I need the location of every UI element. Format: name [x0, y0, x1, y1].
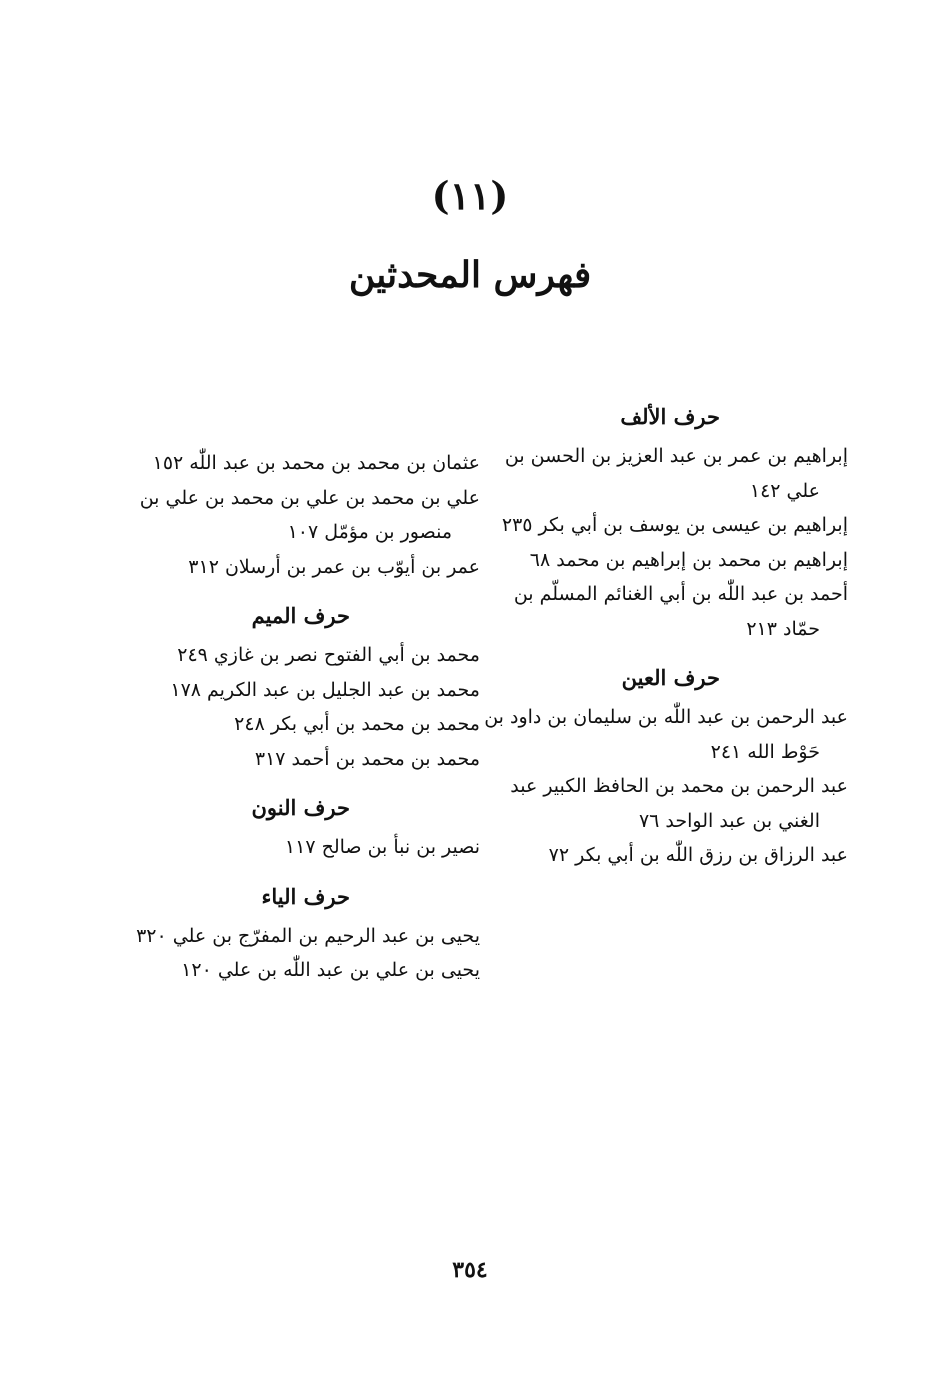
- index-entry: [105, 638, 480, 673]
- section-heading: حرف الياء: [261, 883, 350, 909]
- entry-line: يحيى بن عبد الرحيم بن المفرّج بن علي ٣٢٠: [136, 924, 480, 947]
- entry-line: إبراهيم بن عيسى بن يوسف بن أبي بكر ٢٣٥: [501, 514, 848, 536]
- chapter-number: (١١): [431, 173, 509, 218]
- entry-line: محمد بن محمد بن أبي بكر ٢٤٨: [234, 713, 480, 735]
- entry-line: أحمد بن عبد اللّٰه بن أبي الغنائم المسلّم بن: [513, 583, 848, 605]
- section-heading: حرف الميم: [251, 603, 350, 628]
- entry-line: عبد الرحمن بن محمد بن الحافظ الكبير عبد: [510, 775, 848, 797]
- entry-line: حمّاد ٢١٣: [746, 617, 820, 640]
- index-entry: [105, 550, 480, 585]
- entry-line: منصور بن مؤمّل ١٠٧: [287, 521, 452, 543]
- index-entry: [105, 953, 480, 988]
- entry-line: يحيى بن علي بن عبد اللّٰه بن علي ١٢٠: [181, 959, 480, 981]
- page-number: ٣٥٤: [452, 1257, 488, 1283]
- entry-line: نصير بن نبأ بن صالح ١١٧: [284, 836, 480, 858]
- index-entry: [105, 481, 480, 550]
- index-entry: [478, 508, 848, 543]
- index-entry: [478, 769, 848, 838]
- entry-line: علي بن محمد بن علي بن محمد بن علي بن: [139, 486, 480, 509]
- page-title: فهرس المحدثين: [348, 254, 592, 296]
- index-entry: [478, 577, 848, 646]
- index-entry: [478, 838, 848, 873]
- section-heading: حرف النون: [251, 795, 350, 820]
- index-entry: [105, 742, 480, 777]
- entry-line: محمد بن عبد الجليل بن عبد الكريم ١٧٨: [170, 678, 480, 701]
- right-column: [478, 395, 848, 873]
- index-entry: [478, 700, 848, 769]
- index-entry: [105, 446, 480, 481]
- index-entry: [105, 707, 480, 742]
- index-entry: [478, 439, 848, 508]
- index-entry: [478, 543, 848, 578]
- left-column: [105, 446, 480, 988]
- entry-line: إبراهيم بن محمد بن إبراهيم بن محمد ٦٨: [529, 548, 848, 571]
- entry-line: عمر بن أيوّب بن عمر بن أرسلان ٣١٢: [188, 555, 480, 578]
- entry-line: محمد بن أبي الفتوح نصر بن غازي ٢٤٩: [177, 644, 480, 666]
- entry-line: الغني بن عبد الواحد ٧٦: [638, 809, 820, 832]
- section-heading: حرف الألف: [620, 404, 720, 429]
- entry-line: محمد بن محمد بن أحمد ٣١٧: [254, 747, 480, 770]
- entry-line: إبراهيم بن عمر بن عبد العزيز بن الحسن بن: [504, 445, 848, 467]
- index-entry: [105, 919, 480, 954]
- index-entry: [105, 673, 480, 708]
- entry-line: علي ١٤٢: [749, 479, 820, 502]
- entry-line: عبد الرحمن بن عبد اللّٰه بن سليمان بن داود بن: [484, 706, 848, 728]
- section-heading: حرف العين: [621, 665, 720, 690]
- entry-line: عثمان بن محمد بن محمد بن عبد اللّٰه ١٥٢: [152, 452, 480, 474]
- entry-line: حَوْط الله ٢٤١: [710, 740, 820, 763]
- index-entry: [105, 830, 480, 865]
- entry-line: عبد الرزاق بن رزق اللّٰه بن أبي بكر ٧٢: [548, 844, 848, 866]
